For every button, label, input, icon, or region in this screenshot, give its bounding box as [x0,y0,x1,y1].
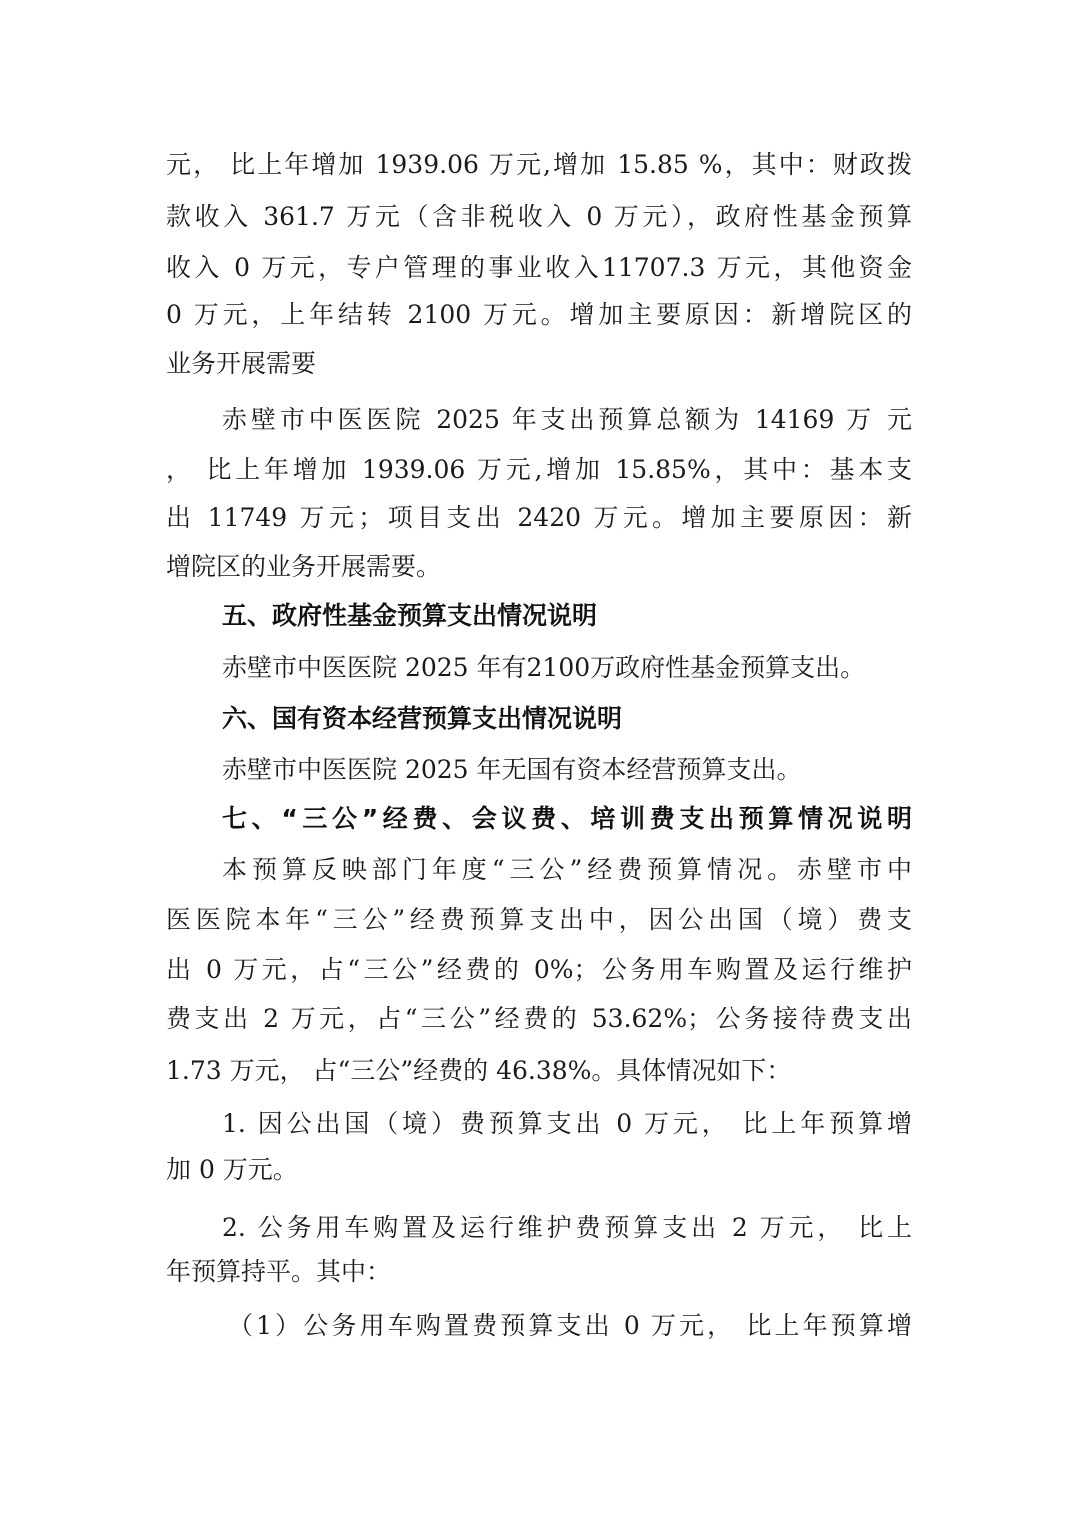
list-subitem-1: （1）公务用车购置费预算支出 0 万元， 比上年预算增 [228,1311,912,1340]
body-text-line: 0 万元，上年结转 2100 万元。增加主要原因：新增院区的 [166,300,912,329]
body-text-line: 加 0 万元。 [166,1155,298,1184]
body-text-line: 本预算反映部门年度“三公”经费预算情况。赤壁市中 [222,855,912,884]
body-text-line: 元， 比上年增加 1939.06 万元,增加 15.85 %，其中：财政拨 [166,150,912,179]
body-text-line: 款收入 361.7 万元（含非税收入 0 万元），政府性基金预算 [166,202,912,231]
list-item-2: 2. 公务用车购置及运行维护费预算支出 2 万元， 比上 [222,1213,912,1242]
body-text-line: 收入 0 万元，专户管理的事业收入11707.3 万元，其他资金 [166,253,912,282]
body-text-line: 赤壁市中医医院 2025 年有2100万政府性基金预算支出。 [222,653,866,682]
body-text-line: 出 0 万元，占“三公”经费的 0%；公务用车购置及运行维护 [166,955,912,984]
body-text-line: 费支出 2 万元，占“三公”经费的 53.62%；公务接待费支出 [166,1004,912,1033]
body-text-line: 业务开展需要 [166,349,317,378]
body-text-line: 增院区的业务开展需要。 [166,552,442,581]
body-text-line: ， 比上年增加 1939.06 万元,增加 15.85%，其中：基本支 [166,455,912,484]
section-heading-7: 七、“三公”经费、会议费、培训费支出预算情况说明 [222,804,912,833]
body-text-line: 赤壁市中医医院 2025 年支出预算总额为 14169 万 元 [222,405,912,434]
body-text-line: 赤壁市中医医院 2025 年无国有资本经营预算支出。 [222,755,802,784]
body-text-line: 年预算持平。其中： [166,1257,392,1286]
body-text-line: 1.73 万元， 占“三公”经费的 46.38%。具体情况如下： [166,1056,792,1085]
list-item-1: 1. 因公出国（境）费预算支出 0 万元， 比上年预算增 [222,1109,912,1138]
body-text-line: 出 11749 万元；项目支出 2420 万元。增加主要原因：新 [166,503,912,532]
section-heading-6: 六、国有资本经营预算支出情况说明 [222,704,623,733]
section-heading-5: 五、政府性基金预算支出情况说明 [222,601,598,630]
body-text-line: 医医院本年“三公”经费预算支出中，因公出国（境）费支 [166,905,912,934]
